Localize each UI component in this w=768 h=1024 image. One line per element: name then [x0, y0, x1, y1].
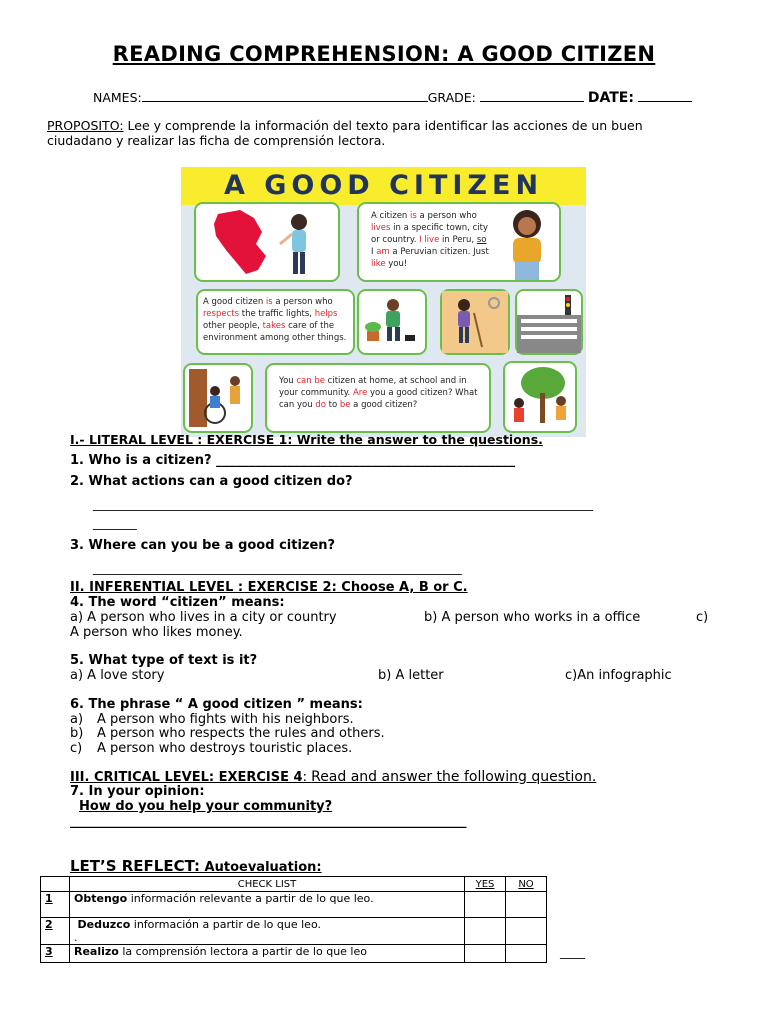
question-1: 1. Who is a citizen? ______________________________________________ [70, 453, 516, 468]
gardening-card [357, 289, 427, 355]
date-label: DATE: [587, 90, 634, 106]
citizen-definition-card [357, 202, 561, 282]
yes-cell[interactable] [465, 918, 506, 945]
no-header: NO [506, 877, 547, 892]
q6-option-b[interactable]: A person who respects the rules and others. [97, 726, 385, 741]
page-title: READING COMPREHENSION: A GOOD CITIZEN [112, 42, 656, 66]
q5-option-a[interactable]: a) A love story [70, 668, 165, 683]
q6-option-a-letter: a) [70, 712, 84, 727]
question-2-answer-line[interactable]: ________________________________________________________________________________ [93, 496, 593, 511]
inferential-heading: II. INFERENTIAL LEVEL : EXERCISE 2: Choose A, B or C. [70, 580, 468, 595]
question-5: 5. What type of text is it? [70, 653, 258, 668]
row-text: Realizo la comprensión lectora a partir de lo que leo [70, 945, 465, 963]
question-2-answer-line-2[interactable]: _______ [93, 515, 137, 530]
gardening-icon [359, 291, 425, 353]
checklist-table [40, 876, 547, 963]
trailing-line: ____ [560, 944, 585, 959]
sweeping-icon [442, 291, 508, 353]
question-7-answer-line[interactable]: _____________________________________________________________ [70, 814, 467, 829]
tree-planting-icon [505, 363, 575, 431]
checklist-header: CHECK LIST [70, 877, 465, 892]
question-6: 6. The phrase “ A good citizen ” means: [70, 697, 363, 712]
question-7: 7. In your opinion: [70, 784, 205, 799]
checklist-row [41, 945, 547, 963]
infographic-title: A GOOD CITIZEN [223, 170, 544, 201]
yes-header: YES [465, 877, 506, 892]
checklist-row [41, 918, 547, 945]
citizen-definition-text: A citizen is a person who lives in a specific town, city or country. I live in Peru, so I am a Peruvian citizen. Just like you! [371, 211, 489, 269]
q5-option-b[interactable]: b) A letter [378, 668, 444, 683]
checklist-row [41, 892, 547, 918]
infographic [181, 167, 586, 437]
no-cell[interactable] [506, 945, 547, 963]
purpose-line-1 [47, 118, 643, 133]
woman-illustration-icon [495, 208, 559, 280]
header-row [93, 90, 692, 106]
row-number: 1 [41, 892, 70, 918]
purpose-label: PROPOSITO: [47, 118, 124, 133]
question-4: 4. The word “citizen” means: [70, 595, 285, 610]
yes-cell[interactable] [465, 892, 506, 918]
peru-map-card [194, 202, 340, 282]
peru-map-icon [196, 204, 338, 280]
good-citizen-card [196, 289, 355, 355]
question-7-prompt: How do you help your community? [79, 799, 333, 814]
row-number: 2 [41, 918, 70, 945]
grade-label: GRADE: [427, 90, 476, 105]
good-citizen-text: A good citizen is a person who respects the traffic lights, helps other people, takes care of the environment among other things. [203, 297, 347, 343]
question-3: 3. Where can you be a good citizen? [70, 538, 336, 553]
q6-option-b-letter: b) [70, 726, 84, 741]
yes-cell[interactable] [465, 945, 506, 963]
q4-option-c[interactable]: A person who likes money. [70, 625, 243, 640]
community-question-text: You can be citizen at home, at school and in your community. Are you a good citizen? What can you do to be a good citizen? [279, 376, 478, 410]
literal-heading: I.- LITERAL LEVEL : EXERCISE 1: Write the answer to the questions. [70, 432, 543, 447]
row-number: 3 [41, 945, 70, 963]
purpose-line-2: ciudadano y realizar las ficha de comprensión lectora. [47, 133, 386, 148]
question-2: 2. What actions can a good citizen do? [70, 474, 353, 489]
row-text: Deduzco información a partir de lo que leo. . [70, 918, 465, 945]
q5-option-c[interactable]: c)An infographic [565, 668, 672, 683]
reflect-heading: LET’S REFLECT: Autoevaluation: [70, 857, 322, 875]
wheelchair-help-icon [185, 365, 251, 431]
names-label: NAMES: [93, 90, 142, 105]
purpose-text-1: Lee y comprende la información del texto para identificar las acciones de un buen [123, 118, 643, 133]
q4-option-a[interactable]: a) A person who lives in a city or country [70, 610, 337, 625]
date-field[interactable] [638, 91, 692, 102]
crosswalk-icon [517, 291, 581, 353]
checklist-num-header [41, 877, 70, 892]
no-cell[interactable] [506, 892, 547, 918]
question-3-answer-line[interactable]: ___________________________________________________________ [93, 560, 462, 575]
q6-option-c-letter: c) [70, 741, 83, 756]
tree-planting-card [503, 361, 577, 433]
traffic-card [515, 289, 583, 355]
no-cell[interactable] [506, 918, 547, 945]
cleaning-card [440, 289, 510, 355]
community-question-card [265, 363, 491, 433]
q6-option-a[interactable]: A person who fights with his neighbors. [97, 712, 354, 727]
helping-card [183, 363, 253, 433]
q4-option-c-letter[interactable]: c) [696, 610, 709, 625]
critical-heading: III. CRITICAL LEVEL: EXERCISE 4: Read and answer the following question. [70, 769, 597, 785]
q4-option-b[interactable]: b) A person who works in a office [424, 610, 641, 625]
row-text: Obtengo información relevante a partir de lo que leo. [70, 892, 465, 918]
names-field[interactable] [142, 91, 428, 102]
q6-option-c[interactable]: A person who destroys touristic places. [97, 741, 353, 756]
grade-field[interactable] [480, 91, 584, 102]
